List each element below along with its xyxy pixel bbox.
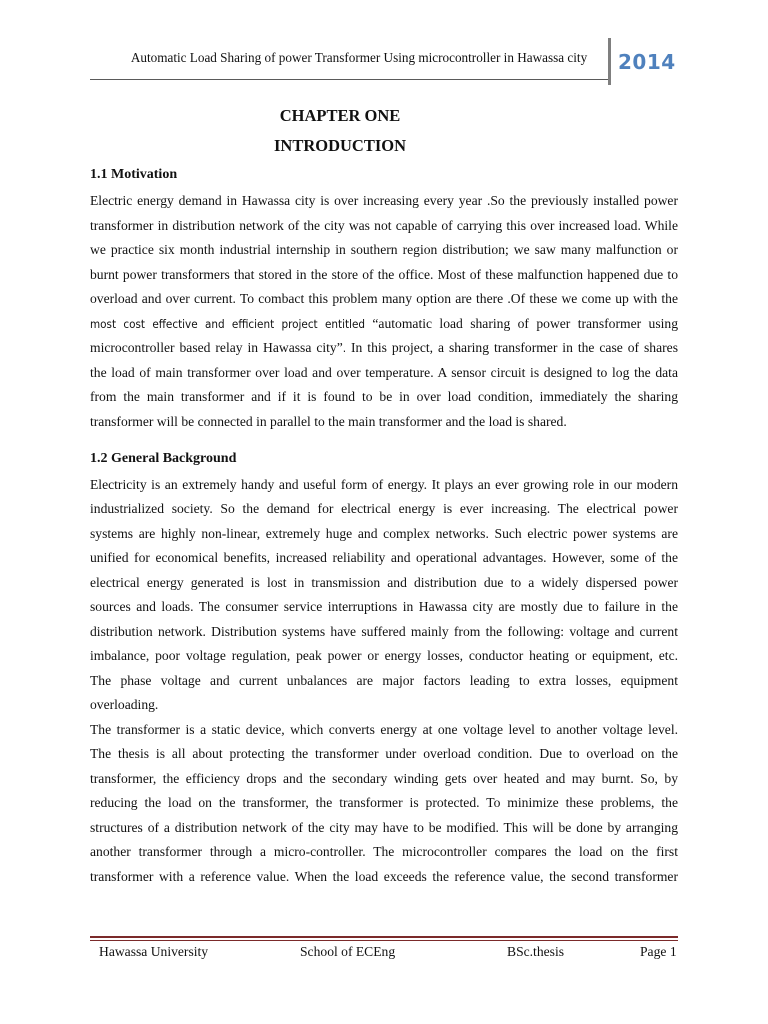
- paragraph-line: another transformer through a micro-controller. The microcontroller compares the load on the first: [90, 844, 678, 859]
- header-year: 2014: [618, 50, 676, 74]
- footer-degree: BSc.thesis: [507, 944, 565, 959]
- footer-page-number: Page 1: [640, 944, 677, 959]
- paragraph-line: distribution network. Distribution systems have suffered mainly from the following: voltage and current: [90, 624, 678, 639]
- footer-rule-thin: [90, 940, 678, 941]
- paragraph-line: industrialized society. So the demand for electrical energy is ever increasing. The electrical power: [90, 501, 678, 516]
- paragraph-line: Electricity is an extremely handy and useful form of energy. It plays an ever growing role in our modern: [90, 477, 678, 492]
- paragraph-line: systems are highly non-linear, extremely huge and complex networks. Such electric power systems are: [90, 526, 678, 541]
- paragraph-line: the load of main transformer over load and over temperature. A sensor circuit is designed to log the data: [90, 365, 678, 380]
- paragraph-line: The phase voltage and current unbalances are major factors leading to extra losses, equipment: [90, 673, 678, 688]
- section-heading-background: 1.2 General Background: [90, 451, 237, 466]
- paragraph-line: reducing the load on the transformer, the transformer is protected. To minimize these problems, the: [90, 795, 678, 810]
- paragraph-line: The thesis is all about protecting the transformer under overload condition. Due to overload on the: [90, 746, 678, 761]
- paragraph-fragment: In this project, a sharing transformer in the case of shares: [346, 340, 678, 355]
- header-divider: [608, 38, 611, 85]
- paragraph-line: imbalance, poor voltage regulation, peak power or energy losses, conductor heating or equipment, etc.: [90, 648, 678, 663]
- paragraph-fragment: most cost effective and efficient project entitled: [90, 317, 365, 331]
- chapter-title: INTRODUCTION: [273, 136, 407, 155]
- paragraph-line: transformer in distribution network of the city was not capable of carrying this over increased load. While: [90, 218, 678, 233]
- footer-school: School of ECEng: [300, 944, 396, 959]
- footer-rule: [90, 936, 678, 938]
- paragraph-fragment: microcontroller based relay in Hawassa city”: [90, 340, 343, 355]
- paragraph-line: unified for economical benefits, increased reliability and operational advantages. However, some of the: [90, 550, 678, 565]
- paragraph-line: The transformer is a static device, which converts energy at one voltage level to another voltage level.: [90, 722, 678, 737]
- paragraph-line: transformer, the efficiency drops and the secondary winding gets over heated and may burnt. So, by: [90, 771, 678, 786]
- paragraph-line: from the main transformer and if it is found to be in over load condition, immediately the sharing: [90, 389, 678, 404]
- section-heading-motivation: 1.1 Motivation: [90, 167, 178, 182]
- paragraph-line: burnt power transformers that stored in the store of the office. Most of these malfunction happened due to: [90, 267, 678, 282]
- paragraph-line: electrical energy generated is lost in transmission and distribution due to a widely dispersed power: [90, 575, 678, 590]
- paragraph-line: sources and loads. The consumer service interruptions in Hawassa city are mostly due to failure in the: [90, 599, 678, 614]
- running-header-title: Automatic Load Sharing of power Transformer Using microcontroller in Hawassa city: [130, 50, 588, 65]
- footer-university: Hawassa University: [99, 944, 209, 959]
- paragraph-line: transformer with a reference value. When the load exceeds the reference value, the second transformer: [90, 869, 678, 884]
- chapter-number: CHAPTER ONE: [279, 106, 401, 125]
- paragraph-line: overload and over current. To combact this problem many option are there .Of these we come up with the: [90, 291, 678, 306]
- paragraph-line: [90, 315, 678, 333]
- header-rule: [90, 79, 610, 80]
- paragraph-line: [90, 339, 678, 357]
- paragraph-line: transformer will be connected in parallel to the main transformer and the load is shared.: [90, 414, 567, 429]
- paragraph-fragment: “automatic load sharing of power transformer using: [365, 316, 678, 331]
- paragraph-line: Electric energy demand in Hawassa city is over increasing every year .So the previously installed power: [90, 193, 678, 208]
- paragraph-line: we practice six month industrial internship in southern region distribution; we saw many malfunction or: [90, 242, 678, 257]
- paragraph-fragment: .: [342, 341, 347, 355]
- paragraph-line: overloading.: [90, 697, 159, 712]
- paragraph-line: structures of a distribution network of the city may have to be modified. This will be done by arranging: [90, 820, 678, 835]
